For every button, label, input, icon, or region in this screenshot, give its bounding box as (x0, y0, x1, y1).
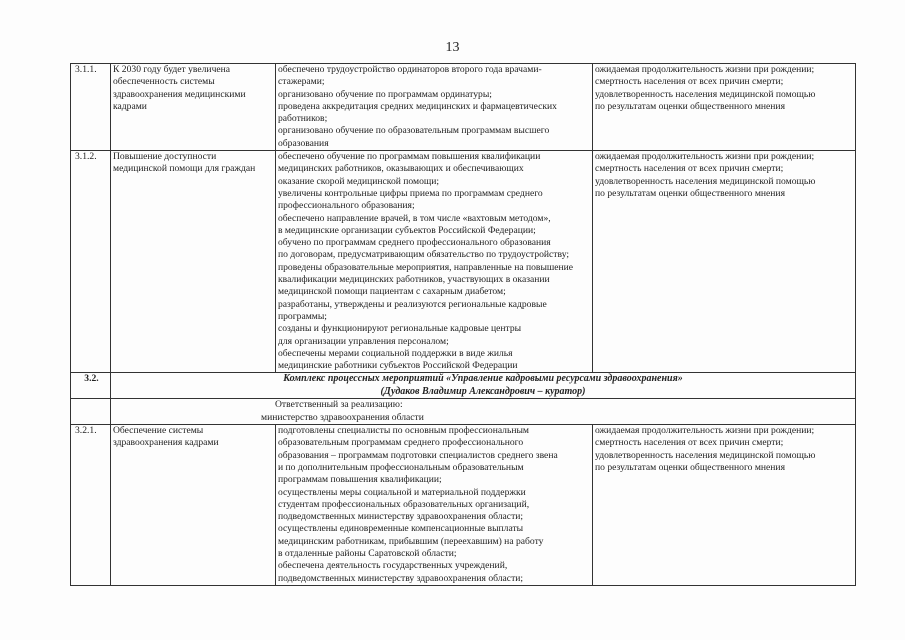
table-row (71, 425, 856, 586)
task-indicators: ожидаемая продолжительность жизни при рождении; смертность населения от всех причин смерти; удовлетворенность населения медицинской помощью по результатам оценки общественного мнения (593, 64, 856, 151)
table-row (71, 151, 856, 373)
task-actions: обеспечено обучение по программам повышения квалификации медицинских работников, оказывающих и обеспечивающих оказание скорой медицинской помощи; увеличены контрольные цифры приема по программам среднего профессионального образования; обеспечено направление врачей, в том числе «вахтовым методом», в медицинские организации субъектов Российской Федерации; обучено по программам среднего профессионального образования по договорам, предусматривающим обязательство по трудоустройству; проведены образовательные мероприятия, направленные на повышение квалификации медицинских работников, участвующих в оказании медицинской помощи пациентам с сахарным диабетом; разработаны, утверждены и реализуются региональные кадровые программы; созданы и функционируют региональные кадровые центры для организации управления персоналом; обеспечены мерами социальной поддержки в виде жилья медицинские работники субъектов Российской Федерации (276, 151, 593, 373)
section-header-row (71, 373, 856, 399)
responsible-label: Ответственный за реализацию: (275, 399, 403, 411)
activities-table (70, 63, 856, 586)
task-indicators: ожидаемая продолжительность жизни при рождении; смертность населения от всех причин смерти; удовлетворенность населения медицинской помощью по результатам оценки общественного мнения (593, 425, 856, 586)
task-actions: обеспечено трудоустройство ординаторов второго года врачами- стажерами; организовано обучение по программам ординатуры; проведена аккредитация средних медицинских и фармацевтических работников; организовано обучение по образовательным программам высшего образования (276, 64, 593, 151)
responsible-value: министерство здравоохранения области (261, 411, 424, 423)
responsible-row (71, 399, 856, 425)
task-title: Обеспечение системы здравоохранения кадрами (111, 425, 276, 586)
section-title: Комплекс процессных мероприятий «Управление кадровыми ресурсами здравоохранения» (Дудаков Владимир Александрович – куратор) (111, 373, 856, 399)
table-row (71, 64, 856, 151)
responsible-cell (111, 399, 856, 425)
task-title: Повышение доступности медицинской помощи для граждан (111, 151, 276, 373)
task-actions: подготовлены специалисты по основным профессиональным образовательным программам среднего профессионального образования – программам подготовки специалистов среднего звена и по дополнительным профессиональным образовательным программам повышения квалификации; осуществлены меры социальной и материальной поддержки студентам профессиональных образовательных организаций, подведомственных министерству здравоохранения области; осуществлены единовременные компенсационные выплаты медицинским работникам, прибывшим (переехавшим) на работу в отдаленные районы Саратовской области; обеспечена деятельность государственных учреждений, подведомственных министерству здравоохранения области; (276, 425, 593, 586)
task-title: К 2030 году будет увеличена обеспеченность системы здравоохранения медицинскими кадрами (111, 64, 276, 151)
section-number: 3.2. (71, 373, 111, 399)
task-indicators: ожидаемая продолжительность жизни при рождении; смертность населения от всех причин смерти; удовлетворенность населения медицинской помощью по результатам оценки общественного мнения (593, 151, 856, 373)
row-number: 3.2.1. (71, 425, 111, 586)
row-number: 3.1.1. (71, 64, 111, 151)
row-number: 3.1.2. (71, 151, 111, 373)
page-number: 13 (445, 40, 460, 55)
